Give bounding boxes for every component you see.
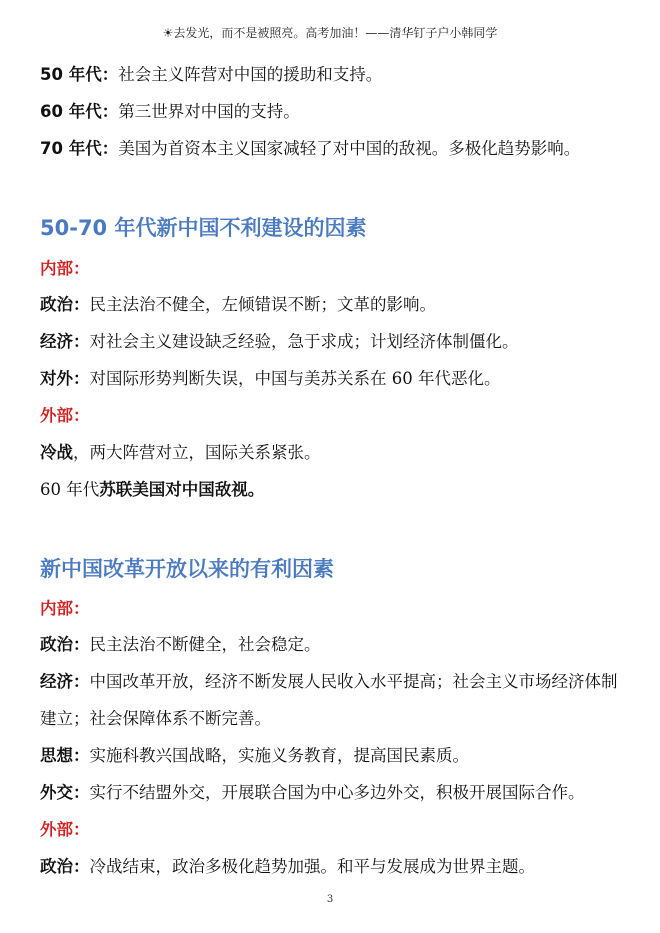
section1-title: 50-70 年代新中国不利建设的因素 [40,216,367,240]
section2-diplomacy-text: 实行不结盟外交，开展联合国为中心多边外交，积极开展国际合作。 [89,783,585,802]
section1-politics [40,294,436,316]
section2-thought-label: 思想： [40,746,90,765]
section2-ext-politics-text: 冷战结束，政治多极化趋势加强。和平与发展成为世界主题。 [89,857,535,876]
section1-sixties-text: 苏联美国对中国敌视。 [99,480,265,499]
section2-title: 新中国改革开放以来的有利因素 [40,557,334,581]
section2-internal-label: 内部： [40,599,90,618]
section2-politics-text: 民主法治不断健全，社会稳定。 [89,635,321,654]
section2-economy-cont: 建立；社会保障体系不断完善。 [40,709,271,728]
section2-thought-text: 实施科教兴国战略，实施义务教育，提高国民素质。 [89,746,469,765]
section2-economy-text: 中国改革开放，经济不断发展人民收入水平提高；社会主义市场经济体制 [89,672,618,691]
section1-economy-label: 经济： [40,332,90,351]
section2-economy [40,671,618,693]
section2-politics-label: 政治： [40,635,90,654]
section2-diplomacy [40,782,585,804]
section1-coldwar-label: 冷战 [40,443,73,462]
intro-70s-label: 70 年代： [40,139,119,158]
section2-ext-politics-label: 政治： [40,857,90,876]
section1-internal-label: 内部： [40,259,90,278]
section1-external-label: 外部： [40,406,90,425]
section1-foreign-label: 对外： [40,369,90,388]
section2-diplomacy-label: 外交： [40,783,90,802]
section1-coldwar-text: ，两大阵营对立，国际关系紧张。 [73,443,321,462]
section1-economy [40,331,519,353]
section1-foreign [40,368,501,390]
section2-politics [40,634,321,656]
page-number: 3 [326,894,334,905]
intro-50s [40,64,382,86]
section1-politics-label: 政治： [40,295,90,314]
intro-50s-text: 社会主义阵营对中国的援助和支持。 [118,65,383,84]
section1-sixties [40,479,264,501]
section2-economy-label: 经济： [40,672,90,691]
section2-external-label: 外部： [40,820,90,839]
intro-60s-label: 60 年代： [40,102,119,121]
intro-70s-text: 美国为首资本主义国家减轻了对中国的敌视。多极化趋势影响。 [118,139,581,158]
intro-60s [40,101,300,123]
intro-50s-label: 50 年代： [40,65,119,84]
page-header: ☀去发光，而不是被照亮。高考加油！——清华钉子户小韩同学 [162,26,498,40]
section1-economy-text: 对社会主义建设缺乏经验，急于求成；计划经济体制僵化。 [89,332,519,351]
intro-70s [40,138,580,160]
section1-foreign-text: 对国际形势判断失误，中国与美苏关系在 60 年代恶化。 [89,369,501,388]
section2-ext-politics [40,856,535,878]
section1-politics-text: 民主法治不健全，左倾错误不断；文革的影响。 [89,295,436,314]
section1-sixties-prefix: 60 年代 [40,480,100,499]
intro-60s-text: 第三世界对中国的支持。 [118,102,300,121]
section2-thought [40,745,469,767]
section1-coldwar [40,442,321,464]
